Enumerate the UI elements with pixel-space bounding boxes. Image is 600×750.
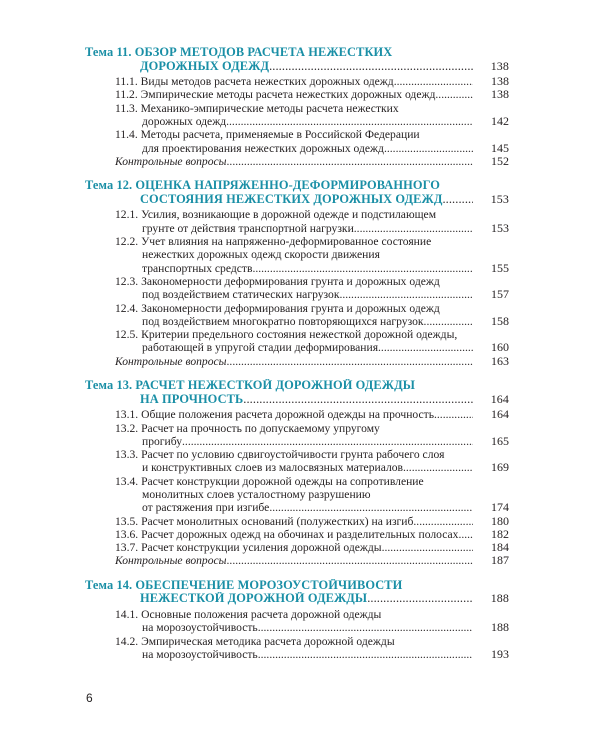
entry-title-line: 14.2. Эмпирическая методика расчета дорожной одежды xyxy=(115,634,395,648)
entry-title-line: от растяжения при изгибе xyxy=(142,501,270,515)
entry-title-line: дорожных одежд xyxy=(142,115,227,129)
dot-leader xyxy=(227,355,473,368)
dot-leader xyxy=(435,88,473,101)
entry-page-number: 182 xyxy=(491,526,509,541)
dot-leader xyxy=(413,515,473,528)
entry-title-line: грунте от действия транспортной нагрузки xyxy=(142,221,354,235)
toc-entry[interactable] xyxy=(85,422,509,449)
toc-entry[interactable] xyxy=(85,275,509,302)
entry-title-line: 12.4. Закономерности деформирования грунта и дорожных одежд xyxy=(115,301,440,315)
topic-page-number: 188 xyxy=(490,591,509,606)
review-questions-entry[interactable] xyxy=(85,355,509,368)
entry-title-line: 11.4. Методы расчета, применяемые в Российской Федерации xyxy=(115,128,420,142)
dot-leader xyxy=(227,155,473,168)
entry-title-line: для проектирования нежестких дорожных одежд xyxy=(142,141,384,155)
topic-heading[interactable] xyxy=(85,46,509,73)
toc-topic xyxy=(85,179,509,368)
dot-leader xyxy=(403,461,473,474)
entry-title-line: Контрольные вопросы xyxy=(115,554,227,568)
topic-title-line: ДОРОЖНЫХ ОДЕЖД xyxy=(140,59,270,73)
toc-entry[interactable] xyxy=(85,541,509,554)
toc-entry[interactable] xyxy=(85,328,509,355)
topic-title-line: Тема 11. ОБЗОР МЕТОДОВ РАСЧЕТА НЕЖЕСТКИХ xyxy=(85,46,393,59)
toc-entry[interactable] xyxy=(85,102,509,129)
dot-leader xyxy=(354,222,473,235)
topic-heading[interactable] xyxy=(85,379,509,406)
dot-leader xyxy=(442,193,473,207)
dot-leader xyxy=(269,60,473,74)
toc-entry[interactable] xyxy=(85,208,509,235)
toc-entry[interactable] xyxy=(85,88,509,101)
entry-page-number: 142 xyxy=(491,114,509,129)
entry-title-line: Контрольные вопросы xyxy=(115,154,227,168)
entry-page-number: 155 xyxy=(491,260,509,275)
dot-leader xyxy=(394,75,473,88)
toc-entry[interactable] xyxy=(85,302,509,329)
entry-page-number: 164 xyxy=(491,407,509,422)
dot-leader xyxy=(243,393,473,407)
toc-topic xyxy=(85,579,509,661)
entry-title-line: работающей в упругой стадии деформирования xyxy=(142,341,379,355)
dot-leader xyxy=(252,262,473,275)
entry-page-number: 188 xyxy=(491,620,509,635)
entry-page-number: 160 xyxy=(491,340,509,355)
entry-page-number: 184 xyxy=(491,540,509,555)
dot-leader xyxy=(258,648,473,661)
topic-page-number: 164 xyxy=(490,391,509,406)
entry-title-line: транспортных средств xyxy=(142,261,253,275)
dot-leader xyxy=(269,501,473,514)
review-questions-entry[interactable] xyxy=(85,155,509,168)
entry-title-line: 13.1. Общие положения расчета дорожной одежды на прочность xyxy=(115,408,434,422)
entry-title-line: 13.5. Расчет монолитных оснований (полужестких) на изгиб xyxy=(115,514,414,528)
entry-title-line: 13.7. Расчет конструкции усиления дорожной одежды xyxy=(115,541,382,555)
dot-leader xyxy=(258,621,473,634)
dot-leader xyxy=(226,115,473,128)
entry-page-number: 163 xyxy=(491,353,509,368)
entry-title-line: 11.2. Эмпирические методы расчета нежестких дорожных одежд xyxy=(115,88,436,102)
entry-title-line: 13.6. Расчет дорожных одежд на обочинах и разделительных полосах xyxy=(115,527,459,541)
toc-entry[interactable] xyxy=(85,75,509,88)
entry-page-number: 187 xyxy=(491,553,509,568)
entry-title-line: 12.2. Учет влияния на напряженно-деформированное состояние xyxy=(115,235,432,249)
entry-page-number: 153 xyxy=(491,220,509,235)
entry-title-line: 13.3. Расчет по условию сдвигоустойчивости грунта рабочего слоя xyxy=(115,448,445,462)
dot-leader xyxy=(458,528,473,541)
entry-title-line: Контрольные вопросы xyxy=(115,354,227,368)
toc-topic xyxy=(85,46,509,168)
topic-page-number: 153 xyxy=(490,191,509,206)
entry-title-line: 12.5. Критерии предельного состояния нежесткой дорожной одежды, xyxy=(115,328,458,342)
entry-page-number: 174 xyxy=(491,500,509,515)
toc-entry[interactable] xyxy=(85,128,509,155)
entry-title-line: 14.1. Основные положения расчета дорожной одежды xyxy=(115,607,382,621)
entry-title-line: под воздействием многократно повторяющихся нагрузок xyxy=(142,314,424,328)
dot-leader xyxy=(182,435,473,448)
dot-leader xyxy=(384,142,473,155)
entry-title-line: на морозоустойчивость xyxy=(142,647,258,661)
entry-title-line: прогибу xyxy=(142,434,183,448)
topic-title-line: Тема 14. ОБЕСПЕЧЕНИЕ МОРОЗОУСТОЙЧИВОСТИ xyxy=(85,578,403,592)
review-questions-entry[interactable] xyxy=(85,554,509,567)
topic-title-line: НА ПРОЧНОСТЬ xyxy=(140,392,244,406)
topic-heading[interactable] xyxy=(85,579,509,606)
entry-page-number: 138 xyxy=(491,87,509,102)
dot-leader xyxy=(227,554,473,567)
dot-leader xyxy=(434,408,473,421)
entry-title-line: 11.1. Виды методов расчета нежестких дорожных одежд xyxy=(115,75,394,89)
entry-page-number: 152 xyxy=(491,153,509,168)
toc-entry[interactable] xyxy=(85,408,509,421)
entry-title-line: на морозоустойчивость xyxy=(142,621,258,635)
entry-page-number: 180 xyxy=(491,513,509,528)
toc-entry[interactable] xyxy=(85,448,509,475)
table-of-contents xyxy=(85,46,509,672)
toc-entry[interactable] xyxy=(85,235,509,275)
topic-title-line: НЕЖЕСТКОЙ ДОРОЖНОЙ ОДЕЖДЫ xyxy=(140,592,368,606)
toc-entry[interactable] xyxy=(85,515,509,528)
entry-title-line: 13.2. Расчет на прочность по допускаемому упругому xyxy=(115,421,380,435)
entry-title-line: 12.1. Усилия, возникающие в дорожной одежде и подстилающем xyxy=(115,208,437,222)
entry-title-line: монолитных слоев усталостному разрушению xyxy=(142,487,371,501)
topic-title-line: Тема 13. РАСЧЕТ НЕЖЕСТКОЙ ДОРОЖНОЙ ОДЕЖДЫ xyxy=(85,379,415,393)
entry-page-number: 145 xyxy=(491,140,509,155)
dot-leader xyxy=(382,541,473,554)
entry-title-line: нежестких дорожных одежд скорости движения xyxy=(142,248,380,262)
dot-leader xyxy=(339,288,473,301)
dot-leader xyxy=(367,592,473,606)
entry-page-number: 165 xyxy=(491,433,509,448)
entry-page-number: 138 xyxy=(491,74,509,89)
entry-page-number: 193 xyxy=(491,646,509,661)
entry-title-line: 12.3. Закономерности деформирования грунта и дорожных одежд xyxy=(115,274,440,288)
entry-title-line: 11.3. Механико-эмпирические методы расчета нежестких xyxy=(115,101,399,115)
entry-title-line: под воздействием статических нагрузок xyxy=(142,288,340,302)
entry-page-number: 157 xyxy=(491,287,509,302)
entry-title-line: и конструктивных слоев из малосвязных материалов xyxy=(142,461,403,475)
dot-leader xyxy=(378,341,473,354)
dot-leader xyxy=(424,315,473,328)
entry-title-line: 13.4. Расчет конструкции дорожной одежды на сопротивление xyxy=(115,474,424,488)
toc-entry[interactable] xyxy=(85,475,509,515)
toc-entry[interactable] xyxy=(85,608,509,635)
topic-page-number: 138 xyxy=(490,58,509,73)
topic-heading[interactable] xyxy=(85,179,509,206)
entry-page-number: 158 xyxy=(491,313,509,328)
toc-entry[interactable] xyxy=(85,528,509,541)
toc-entry[interactable] xyxy=(85,635,509,662)
entry-page-number: 169 xyxy=(491,460,509,475)
topic-title-line: Тема 12. ОЦЕНКА НАПРЯЖЕННО-ДЕФОРМИРОВАННОГО xyxy=(85,179,440,193)
toc-topic xyxy=(85,379,509,568)
page-number: 6 xyxy=(86,691,93,705)
topic-title-line: СОСТОЯНИЯ НЕЖЕСТКИХ ДОРОЖНЫХ ОДЕЖД xyxy=(140,192,443,206)
